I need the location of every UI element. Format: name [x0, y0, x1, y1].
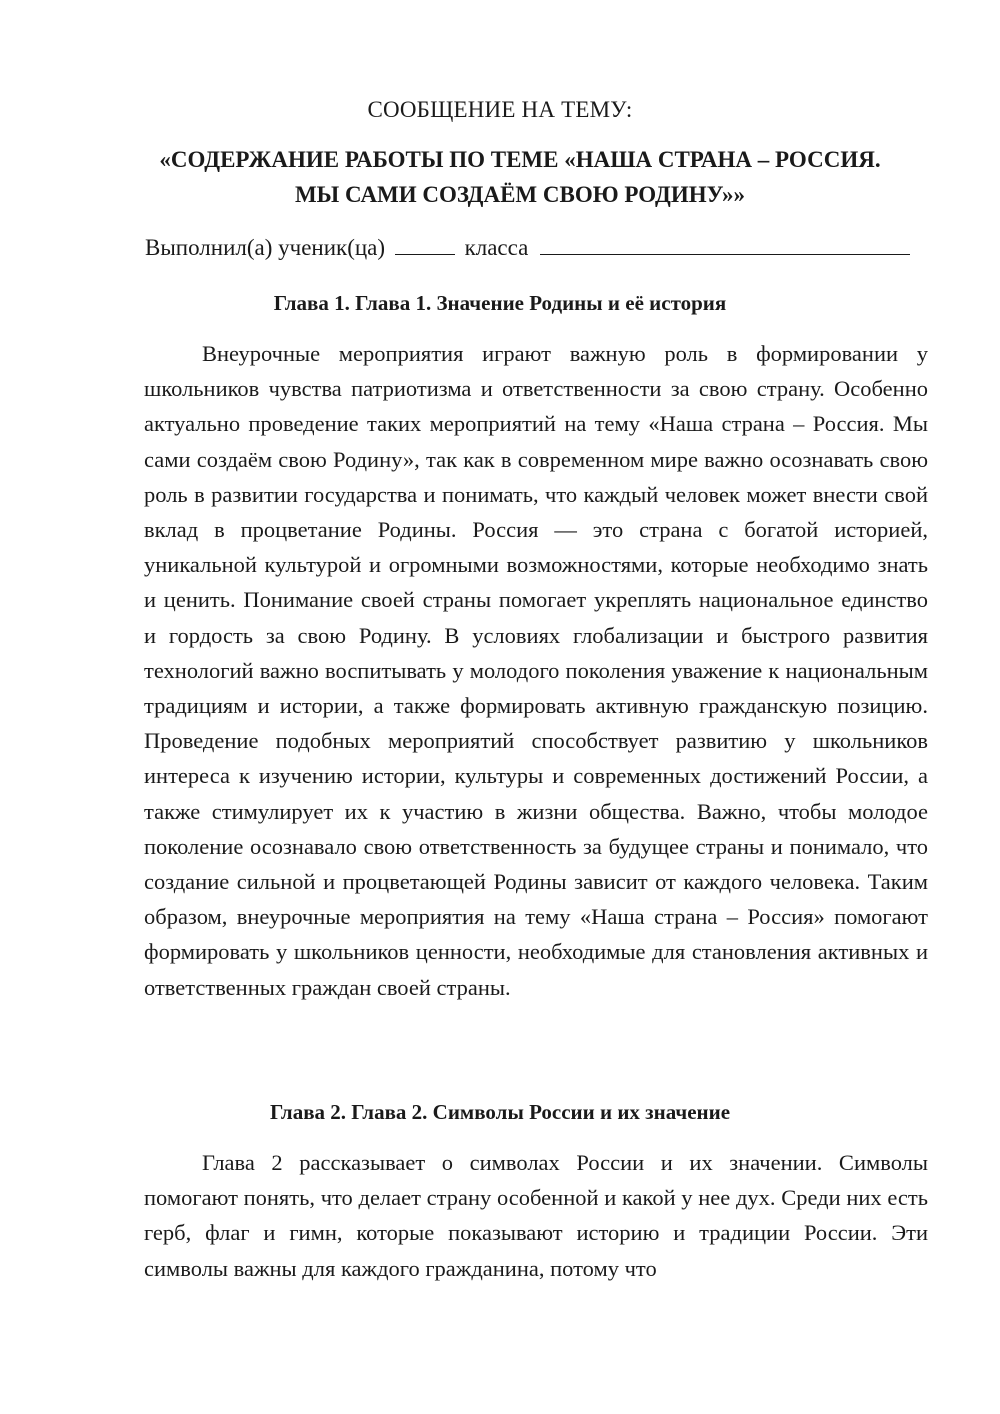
chapter-2-paragraph: Глава 2 рассказывает о символах России и их значении. Символы помогают понять, что делает страну особенной и какой у нее дух. Среди них есть герб, флаг и гимн, которые показывают историю и традиции России. Эти символы важны для каждого гражданина, потому что	[144, 1150, 928, 1281]
title-line-1: «СОДЕРЖАНИЕ РАБОТЫ ПО ТЕМЕ «НАША СТРАНА – РОССИЯ.	[159, 147, 881, 172]
title-line-2: МЫ САМИ СОЗДАЁМ СВОЮ РОДИНУ»»	[294, 182, 746, 207]
chapter-1-paragraph: Внеурочные мероприятия играют важную роль в формировании у школьников чувства патриотизма и ответственности за свою страну. Особенно актуально проведение таких мероприятий на тему «Наша страна – Россия. Мы сами создаём свою Родину», так как в современном мире важно осознавать свою роль в развитии государства и понимать, что каждый человек может внести свой вклад в процветание Родины. Россия — это страна с богатой историей, уникальной культурой и огромными возможностями, которые необходимо знать и ценить. Понимание своей страны помогает укреплять национальное единство и гордость за свою Родину. В условиях глобализации и быстрого развития технологий важно воспитывать у молодого поколения уважение к национальным традициям и истории, а также формировать активную гражданскую позицию. Проведение подобных мероприятий способствует развитию у школьников интереса к изучению истории, культуры и современных достижений России, а также стимулирует их к участию в жизни общества. Важно, чтобы молодое поколение осознавало свою ответственность за будущее страны и понимало, что создание сильной и процветающей Родины зависит от каждого человека. Таким образом, внеурочные мероприятия на тему «Наша страна – Россия» помогают формировать у школьников ценности, необходимые для становления активных и ответственных граждан своей страны.	[144, 341, 928, 1000]
student-label: Выполнил(а) ученик(ца)	[145, 235, 386, 260]
student-info-line	[145, 230, 935, 265]
student-name-blank	[540, 230, 910, 255]
chapter-1-heading: Глава 1. Глава 1. Значение Родины и её история	[273, 291, 727, 315]
class-label: класса	[464, 235, 529, 260]
document-title	[120, 142, 920, 212]
class-number-blank	[395, 230, 455, 255]
document-subject: СООБЩЕНИЕ НА ТЕМУ:	[367, 97, 633, 122]
chapter-2-heading: Глава 2. Глава 2. Символы России и их значение	[269, 1100, 731, 1124]
